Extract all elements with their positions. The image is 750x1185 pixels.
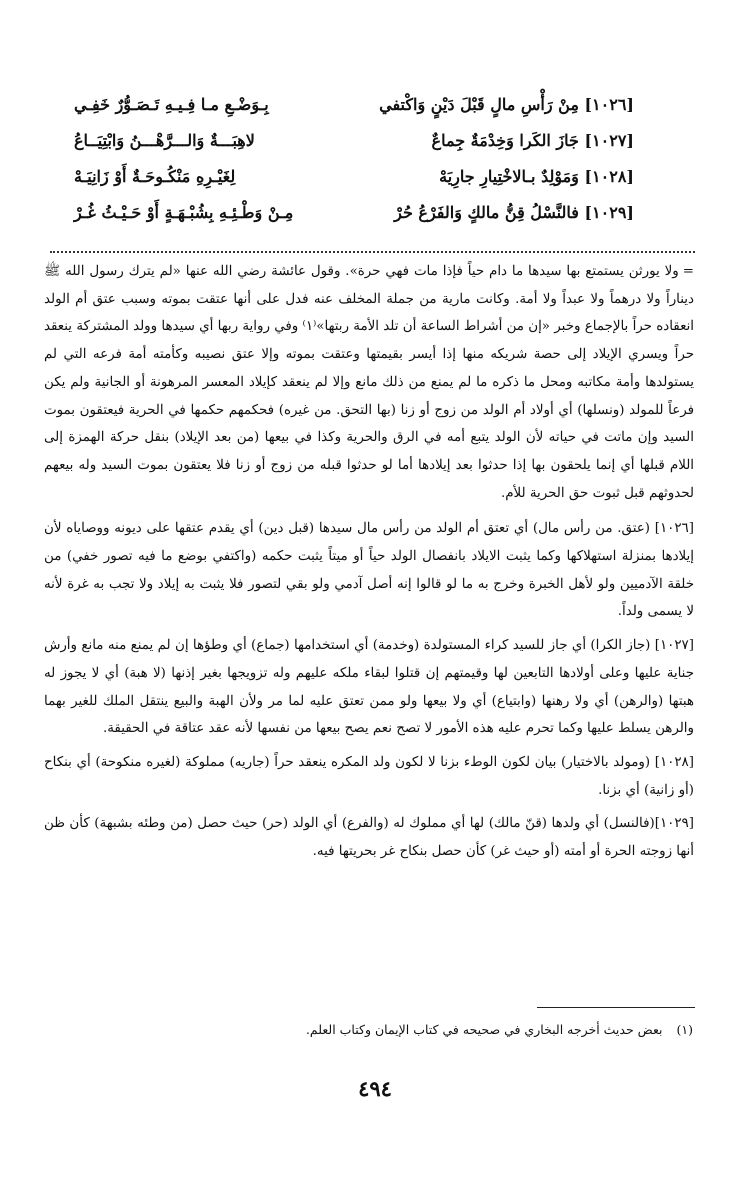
verse-second-hemistich: بِـوَضْـعِ مـا فِـيـهِ تَـصَـوُّرٌ خَفِـي: [74, 94, 269, 114]
poem-block: [74, 86, 634, 230]
verse-second-hemistich: لاهِبَـــةٌ وَالـــرَّهْـــنُ وَابْتِيَــاعُ: [74, 130, 255, 150]
commentary-paragraph-1026: [١٠٢٦] (عتق. من رأس مال) أي تعتق أم الولد من رأس مال سيدها (قبل دين) أي يقدم عتقها على ديونه ووصاياه لأن إيلادها بمنزلة استهلاكها وكما يثبت الايلاد بانفصال الولد حياً أو ميتاً يثبت حكمه (واكتفي بوضع ما فيه تصور خفي) من خلقة الآدميين ولو لأهل الخبرة وخرج به ما لو قالوا إنه أصل آدمي ولو بقي لتصور فلا يثبت به إيلاد ولا تجب به غرة لأنه لا يسمى ولداً.: [44, 521, 694, 620]
poem-verse-1028: [74, 158, 634, 194]
footnote-text: بعض حديث أخرجه البخاري في صحيحه في كتاب الإيمان وكتاب العلم.: [305, 1022, 663, 1037]
paragraph-text: ولا يورثن يستمتع بها سيدها ما دام حياً فإذا مات فهي حرة». وقول عائشة رضي الله عنها «لم يترك رسول الله ﷺ ديناراً ولا درهماً ولا عبداً ولا أمة. وكانت مارية من جملة المخلف عنه فدل على أنها عتقت بموته وسبب عتق أم الولد انعقاده حراً بالإجماع وخبر «إن من أشراط الساعة أن تلد الأمة ربتها»⁽١⁾ وفي رواية ربها أي سيدها وولد المشتركة ينعقد حراً ويسري الإيلاد إلى حصة شريكه منها إذا أيسر بقيمتها وعتقت بموته وإلا عتق نصيبه وكأمته أمة فرعه التي لم يستولدها وأمة مكاتبه ومحل ما ذكره ما لم يمنع من ذلك مانع وإلا لم ينعقد كإيلاد المعسر المرهونة أو الجانية ولم يكن فرعاً للمولد (ونسلها) أي أولاد أم الولد من زوج أو زنا (بها التحق. من غيره) فحكمهم حكمها في الحرية فيعتقون بموت السيد وإن ماتت في حياته لأن الولد يتبع أمه في الرق والحرية وكذا في بيعها (من بعد الإيلاد) بنقل حركة الهمزة إلى اللام قبلها أي إنما يلحقون بها إذا حدثوا بعد إيلادها أما لو حدثوا قبله من زوج أو زنا فلا يعتقون بموت السيد وله بيعهم لحدوثهم قبل ثبوت حق الحرية للأم.: [44, 264, 694, 501]
verse-first-hemistich: [١٠٢٨] وَمَوْلِدٌ بـالاخْتِيارِ جارِيَهْ: [439, 166, 634, 186]
commentary-paragraph-1027: [١٠٢٧] (جاز الكرا) أي جاز للسيد كراء المستولدة (وخدمة) أي استخدامها (جماع) أي وطؤها إن لم يمنع منه مانع وأرش جناية عليها وعلى أولادها التابعين لها وقيمتهم إن قتلوا لبقاء ملكه عليهم وله تزويجها بغير إذنها (لا هبة) أي لا يجوز له هبتها (والرهن) أي ولا رهنها (وابتياع) أي ولا بيعها ولو ممن تعتق عليه لما مر ولأن الهبة والبيع ينتقل الملك للغير بهما والرهن يسلط عليها وكما تحرم عليه هذه الأمور لا تصح نعم يصح بيعها من نفسها لأنه عقد عتاقة في الحقيقة.: [44, 638, 694, 737]
poem-verse-1027: [74, 122, 634, 158]
commentary-paragraph-1028: [١٠٢٨] (ومولد بالاختيار) بيان لكون الوطء بزنا لا لكون ولد المكره ينعقد حراً (جاريه) مملوكة (لغيره منكوحة) أي بنكاح (أو زانية) أي بزنا.: [44, 754, 694, 798]
poem-verse-1026: [74, 86, 634, 122]
footnote-number: (١): [676, 1022, 693, 1037]
footnote-separator: [537, 1007, 695, 1008]
commentary-paragraph-1029: [١٠٢٩](فالنسل) أي ولدها (قنّ مالك) لها أي مملوك له (والفرع) أي الولد (حر) حيث حصل (من وطئه بشبهة) كأن ظن أنها زوجته الحرة أو أمته (أو حيث غر) كأن حصل بنكاح غر بحريتها فيه.: [44, 816, 694, 860]
footnote: [53, 1022, 693, 1037]
poem-verse-1029: [74, 194, 634, 230]
dotted-separator: [50, 251, 695, 253]
verse-second-hemistich: مِـنْ وَطْـئِـهِ بِشُبْـهَـةٍ أَوْ حَـيْـثُ غُـرْ: [74, 202, 294, 222]
continuation-marker: =: [682, 264, 694, 279]
verse-second-hemistich: لِغَيْـرِهِ مَنْكُـوحَـةٌ أَوْ زَانِيَـهْ: [74, 166, 236, 186]
commentary-paragraph-continued: [44, 258, 694, 507]
commentary-text: [44, 258, 694, 872]
verse-first-hemistich: [١٠٢٦] مِنْ رَأْسِ مالٍ قَبْلَ دَيْنٍ وَاكْتفي: [379, 94, 634, 114]
page-number: ٤٩٤: [358, 1076, 392, 1101]
verse-first-hemistich: [١٠٢٩] فالنَّسْلُ قِنُّ مالكٍ وَالفَرْعُ حُرْ: [394, 202, 634, 222]
verse-first-hemistich: [١٠٢٧] جَازَ الكَرا وَخِدْمَةٌ جِماعٌ: [431, 130, 634, 150]
